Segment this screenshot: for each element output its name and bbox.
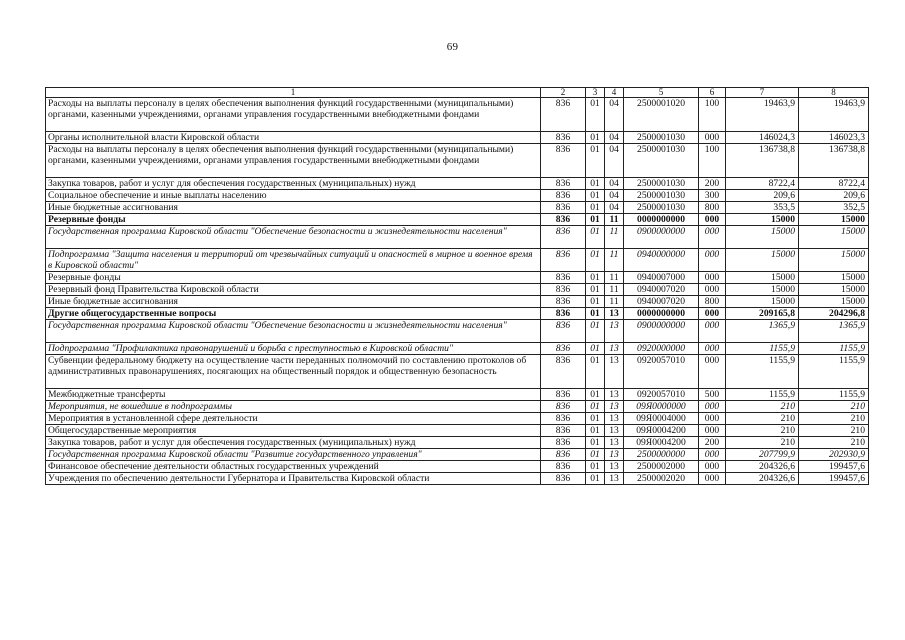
expense-type-cell: 000 <box>699 413 726 425</box>
table-row <box>46 401 869 413</box>
subsection-code-cell: 13 <box>605 437 624 449</box>
section-code-cell: 01 <box>586 437 605 449</box>
row-name-cell: Резервные фонды <box>46 272 541 284</box>
ved-code-cell: 836 <box>541 296 586 308</box>
amount-year1-cell: 1155,9 <box>726 343 799 355</box>
ved-code-cell: 836 <box>541 214 586 226</box>
amount-year1-cell: 204326,6 <box>726 473 799 485</box>
expense-type-cell: 100 <box>699 98 726 132</box>
amount-year1-cell: 15000 <box>726 296 799 308</box>
row-name-cell: Межбюджетные трансферты <box>46 389 541 401</box>
table-row <box>46 202 869 214</box>
ved-code-cell: 836 <box>541 226 586 249</box>
amount-year2-cell: 15000 <box>799 296 869 308</box>
amount-year2-cell: 204296,8 <box>799 308 869 320</box>
amount-year2-cell: 352,5 <box>799 202 869 214</box>
expense-type-cell: 000 <box>699 226 726 249</box>
amount-year1-cell: 1155,9 <box>726 389 799 401</box>
target-article-cell: 0940007020 <box>624 296 699 308</box>
ved-code-cell: 836 <box>541 144 586 178</box>
table-row <box>46 437 869 449</box>
amount-year2-cell: 199457,6 <box>799 461 869 473</box>
expense-type-cell: 000 <box>699 320 726 343</box>
expense-type-cell: 200 <box>699 437 726 449</box>
budget-table <box>45 87 869 485</box>
target-article-cell: 0940007000 <box>624 272 699 284</box>
amount-year1-cell: 8722,4 <box>726 178 799 190</box>
target-article-cell: 2500002020 <box>624 473 699 485</box>
section-code-cell: 01 <box>586 144 605 178</box>
section-code-cell: 01 <box>586 190 605 202</box>
row-name-cell: Субвенции федеральному бюджету на осуществление части переданных полномочий по составлению протоколов об административных правонарушениях, посягающих на общественный порядок и общественную безопасность <box>46 355 541 389</box>
table-row <box>46 190 869 202</box>
table-row <box>46 296 869 308</box>
amount-year1-cell: 210 <box>726 437 799 449</box>
row-name-cell: Мероприятия в установленной сфере деятельности <box>46 413 541 425</box>
amount-year1-cell: 209165,8 <box>726 308 799 320</box>
table-row <box>46 355 869 389</box>
section-code-cell: 01 <box>586 98 605 132</box>
row-name-cell: Финансовое обеспечение деятельности областных государственных учреждений <box>46 461 541 473</box>
amount-year1-cell: 210 <box>726 425 799 437</box>
section-code-cell: 01 <box>586 355 605 389</box>
expense-type-cell: 000 <box>699 132 726 144</box>
column-header: 7 <box>726 88 799 98</box>
ved-code-cell: 836 <box>541 320 586 343</box>
target-article-cell: 09Я0004000 <box>624 413 699 425</box>
expense-type-cell: 000 <box>699 284 726 296</box>
expense-type-cell: 000 <box>699 449 726 461</box>
row-name-cell: Социальное обеспечение и иные выплаты населению <box>46 190 541 202</box>
amount-year2-cell: 15000 <box>799 284 869 296</box>
subsection-code-cell: 13 <box>605 449 624 461</box>
target-article-cell: 0920000000 <box>624 343 699 355</box>
table-row <box>46 389 869 401</box>
target-article-cell: 09Я0004200 <box>624 437 699 449</box>
amount-year2-cell: 146023,3 <box>799 132 869 144</box>
table-header-row <box>46 88 869 98</box>
expense-type-cell: 000 <box>699 401 726 413</box>
table-body <box>46 98 869 485</box>
amount-year2-cell: 210 <box>799 413 869 425</box>
target-article-cell: 2500002000 <box>624 461 699 473</box>
subsection-code-cell: 13 <box>605 425 624 437</box>
table-row <box>46 343 869 355</box>
column-header: 5 <box>624 88 699 98</box>
amount-year2-cell: 1155,9 <box>799 389 869 401</box>
amount-year1-cell: 207799,9 <box>726 449 799 461</box>
target-article-cell: 09Я0000000 <box>624 401 699 413</box>
subsection-code-cell: 04 <box>605 132 624 144</box>
table-row <box>46 413 869 425</box>
subsection-code-cell: 11 <box>605 272 624 284</box>
row-name-cell: Государственная программа Кировской области "Развитие государственного управления" <box>46 449 541 461</box>
row-name-cell: Другие общегосударственные вопросы <box>46 308 541 320</box>
amount-year1-cell: 146024,3 <box>726 132 799 144</box>
section-code-cell: 01 <box>586 202 605 214</box>
section-code-cell: 01 <box>586 284 605 296</box>
amount-year2-cell: 209,6 <box>799 190 869 202</box>
ved-code-cell: 836 <box>541 308 586 320</box>
table-row <box>46 98 869 132</box>
target-article-cell: 2500001030 <box>624 132 699 144</box>
column-header: 6 <box>699 88 726 98</box>
section-code-cell: 01 <box>586 389 605 401</box>
subsection-code-cell: 04 <box>605 178 624 190</box>
amount-year2-cell: 1155,9 <box>799 355 869 389</box>
table-row <box>46 214 869 226</box>
expense-type-cell: 100 <box>699 144 726 178</box>
subsection-code-cell: 11 <box>605 214 624 226</box>
subsection-code-cell: 13 <box>605 308 624 320</box>
subsection-code-cell: 11 <box>605 226 624 249</box>
target-article-cell: 2500001030 <box>624 144 699 178</box>
amount-year2-cell: 8722,4 <box>799 178 869 190</box>
table-row <box>46 284 869 296</box>
expense-type-cell: 000 <box>699 214 726 226</box>
amount-year1-cell: 204326,6 <box>726 461 799 473</box>
table-row <box>46 449 869 461</box>
section-code-cell: 01 <box>586 214 605 226</box>
section-code-cell: 01 <box>586 425 605 437</box>
amount-year2-cell: 210 <box>799 425 869 437</box>
expense-type-cell: 000 <box>699 473 726 485</box>
ved-code-cell: 836 <box>541 190 586 202</box>
column-header: 1 <box>46 88 541 98</box>
target-article-cell: 0000000000 <box>624 308 699 320</box>
ved-code-cell: 836 <box>541 401 586 413</box>
expense-type-cell: 500 <box>699 389 726 401</box>
row-name-cell: Расходы на выплаты персоналу в целях обеспечения выполнения функций государственными (муниципальными) органами, казенными учреждениями, органами управления государственными внебюджетными фондами <box>46 98 541 132</box>
amount-year2-cell: 19463,9 <box>799 98 869 132</box>
expense-type-cell: 800 <box>699 202 726 214</box>
table-row <box>46 320 869 343</box>
table-row <box>46 461 869 473</box>
ved-code-cell: 836 <box>541 202 586 214</box>
subsection-code-cell: 04 <box>605 144 624 178</box>
target-article-cell: 0000000000 <box>624 214 699 226</box>
expense-type-cell: 000 <box>699 249 726 272</box>
amount-year2-cell: 1365,9 <box>799 320 869 343</box>
row-name-cell: Мероприятия, не вошедшие в подпрограммы <box>46 401 541 413</box>
subsection-code-cell: 13 <box>605 413 624 425</box>
section-code-cell: 01 <box>586 272 605 284</box>
target-article-cell: 0900000000 <box>624 226 699 249</box>
ved-code-cell: 836 <box>541 413 586 425</box>
subsection-code-cell: 13 <box>605 343 624 355</box>
ved-code-cell: 836 <box>541 355 586 389</box>
amount-year1-cell: 15000 <box>726 284 799 296</box>
section-code-cell: 01 <box>586 449 605 461</box>
subsection-code-cell: 11 <box>605 296 624 308</box>
row-name-cell: Государственная программа Кировской области "Обеспечение безопасности и жизнедеятельности населения" <box>46 226 541 249</box>
amount-year2-cell: 1155,9 <box>799 343 869 355</box>
expense-type-cell: 000 <box>699 461 726 473</box>
amount-year2-cell: 15000 <box>799 249 869 272</box>
target-article-cell: 0940007020 <box>624 284 699 296</box>
table-row <box>46 308 869 320</box>
ved-code-cell: 836 <box>541 249 586 272</box>
target-article-cell: 2500001030 <box>624 202 699 214</box>
amount-year1-cell: 19463,9 <box>726 98 799 132</box>
section-code-cell: 01 <box>586 473 605 485</box>
ved-code-cell: 836 <box>541 132 586 144</box>
table-row <box>46 144 869 178</box>
target-article-cell: 0940000000 <box>624 249 699 272</box>
target-article-cell: 0920057010 <box>624 389 699 401</box>
section-code-cell: 01 <box>586 343 605 355</box>
ved-code-cell: 836 <box>541 98 586 132</box>
table-row <box>46 226 869 249</box>
target-article-cell: 2500001030 <box>624 190 699 202</box>
row-name-cell: Иные бюджетные ассигнования <box>46 296 541 308</box>
amount-year2-cell: 199457,6 <box>799 473 869 485</box>
ved-code-cell: 836 <box>541 178 586 190</box>
subsection-code-cell: 04 <box>605 190 624 202</box>
expense-type-cell: 000 <box>699 355 726 389</box>
amount-year2-cell: 136738,8 <box>799 144 869 178</box>
section-code-cell: 01 <box>586 320 605 343</box>
row-name-cell: Закупка товаров, работ и услуг для обеспечения государственных (муниципальных) нужд <box>46 437 541 449</box>
ved-code-cell: 836 <box>541 343 586 355</box>
section-code-cell: 01 <box>586 132 605 144</box>
row-name-cell: Закупка товаров, работ и услуг для обеспечения государственных (муниципальных) нужд <box>46 178 541 190</box>
amount-year2-cell: 15000 <box>799 214 869 226</box>
row-name-cell: Подпрограмма "Профилактика правонарушений и борьба с преступностью в Кировской области" <box>46 343 541 355</box>
expense-type-cell: 000 <box>699 272 726 284</box>
amount-year1-cell: 15000 <box>726 226 799 249</box>
row-name-cell: Иные бюджетные ассигнования <box>46 202 541 214</box>
expense-type-cell: 000 <box>699 308 726 320</box>
expense-type-cell: 300 <box>699 190 726 202</box>
table-row <box>46 473 869 485</box>
subsection-code-cell: 11 <box>605 249 624 272</box>
subsection-code-cell: 04 <box>605 202 624 214</box>
amount-year1-cell: 1365,9 <box>726 320 799 343</box>
ved-code-cell: 836 <box>541 437 586 449</box>
amount-year2-cell: 210 <box>799 437 869 449</box>
row-name-cell: Подпрограмма "Защита населения и территорий от чрезвычайных ситуаций и опасностей в мирное и военное время в Кировской области" <box>46 249 541 272</box>
amount-year1-cell: 210 <box>726 413 799 425</box>
row-name-cell: Государственная программа Кировской области "Обеспечение безопасности и жизнедеятельности населения" <box>46 320 541 343</box>
row-name-cell: Общегосударственные мероприятия <box>46 425 541 437</box>
section-code-cell: 01 <box>586 226 605 249</box>
table-row <box>46 132 869 144</box>
ved-code-cell: 836 <box>541 473 586 485</box>
section-code-cell: 01 <box>586 178 605 190</box>
target-article-cell: 2500000000 <box>624 449 699 461</box>
section-code-cell: 01 <box>586 401 605 413</box>
column-header: 8 <box>799 88 869 98</box>
subsection-code-cell: 13 <box>605 473 624 485</box>
amount-year2-cell: 15000 <box>799 272 869 284</box>
row-name-cell: Органы исполнительной власти Кировской области <box>46 132 541 144</box>
subsection-code-cell: 04 <box>605 98 624 132</box>
amount-year2-cell: 202930,9 <box>799 449 869 461</box>
column-header: 3 <box>586 88 605 98</box>
subsection-code-cell: 13 <box>605 389 624 401</box>
ved-code-cell: 836 <box>541 284 586 296</box>
amount-year1-cell: 136738,8 <box>726 144 799 178</box>
subsection-code-cell: 13 <box>605 320 624 343</box>
subsection-code-cell: 11 <box>605 284 624 296</box>
column-header: 4 <box>605 88 624 98</box>
target-article-cell: 0920057010 <box>624 355 699 389</box>
subsection-code-cell: 13 <box>605 355 624 389</box>
expense-type-cell: 800 <box>699 296 726 308</box>
target-article-cell: 2500001020 <box>624 98 699 132</box>
ved-code-cell: 836 <box>541 425 586 437</box>
target-article-cell: 09Я0004200 <box>624 425 699 437</box>
section-code-cell: 01 <box>586 296 605 308</box>
column-header: 2 <box>541 88 586 98</box>
amount-year2-cell: 210 <box>799 401 869 413</box>
table-row <box>46 178 869 190</box>
amount-year1-cell: 353,5 <box>726 202 799 214</box>
table-row <box>46 249 869 272</box>
row-name-cell: Учреждения по обеспечению деятельности Губернатора и Правительства Кировской области <box>46 473 541 485</box>
table-row <box>46 425 869 437</box>
section-code-cell: 01 <box>586 249 605 272</box>
amount-year1-cell: 1155,9 <box>726 355 799 389</box>
amount-year1-cell: 209,6 <box>726 190 799 202</box>
subsection-code-cell: 13 <box>605 401 624 413</box>
ved-code-cell: 836 <box>541 461 586 473</box>
ved-code-cell: 836 <box>541 272 586 284</box>
amount-year1-cell: 15000 <box>726 249 799 272</box>
target-article-cell: 2500001030 <box>624 178 699 190</box>
table-row <box>46 272 869 284</box>
subsection-code-cell: 13 <box>605 461 624 473</box>
ved-code-cell: 836 <box>541 449 586 461</box>
section-code-cell: 01 <box>586 413 605 425</box>
section-code-cell: 01 <box>586 461 605 473</box>
row-name-cell: Резервный фонд Правительства Кировской области <box>46 284 541 296</box>
amount-year1-cell: 210 <box>726 401 799 413</box>
row-name-cell: Расходы на выплаты персоналу в целях обеспечения выполнения функций государственными (муниципальными) органами, казенными учреждениями, органами управления государственными внебюджетными фондами <box>46 144 541 178</box>
target-article-cell: 0900000000 <box>624 320 699 343</box>
amount-year1-cell: 15000 <box>726 214 799 226</box>
page-number: 69 <box>446 41 459 53</box>
section-code-cell: 01 <box>586 308 605 320</box>
expense-type-cell: 000 <box>699 425 726 437</box>
amount-year1-cell: 15000 <box>726 272 799 284</box>
amount-year2-cell: 15000 <box>799 226 869 249</box>
expense-type-cell: 000 <box>699 343 726 355</box>
ved-code-cell: 836 <box>541 389 586 401</box>
row-name-cell: Резервные фонды <box>46 214 541 226</box>
expense-type-cell: 200 <box>699 178 726 190</box>
